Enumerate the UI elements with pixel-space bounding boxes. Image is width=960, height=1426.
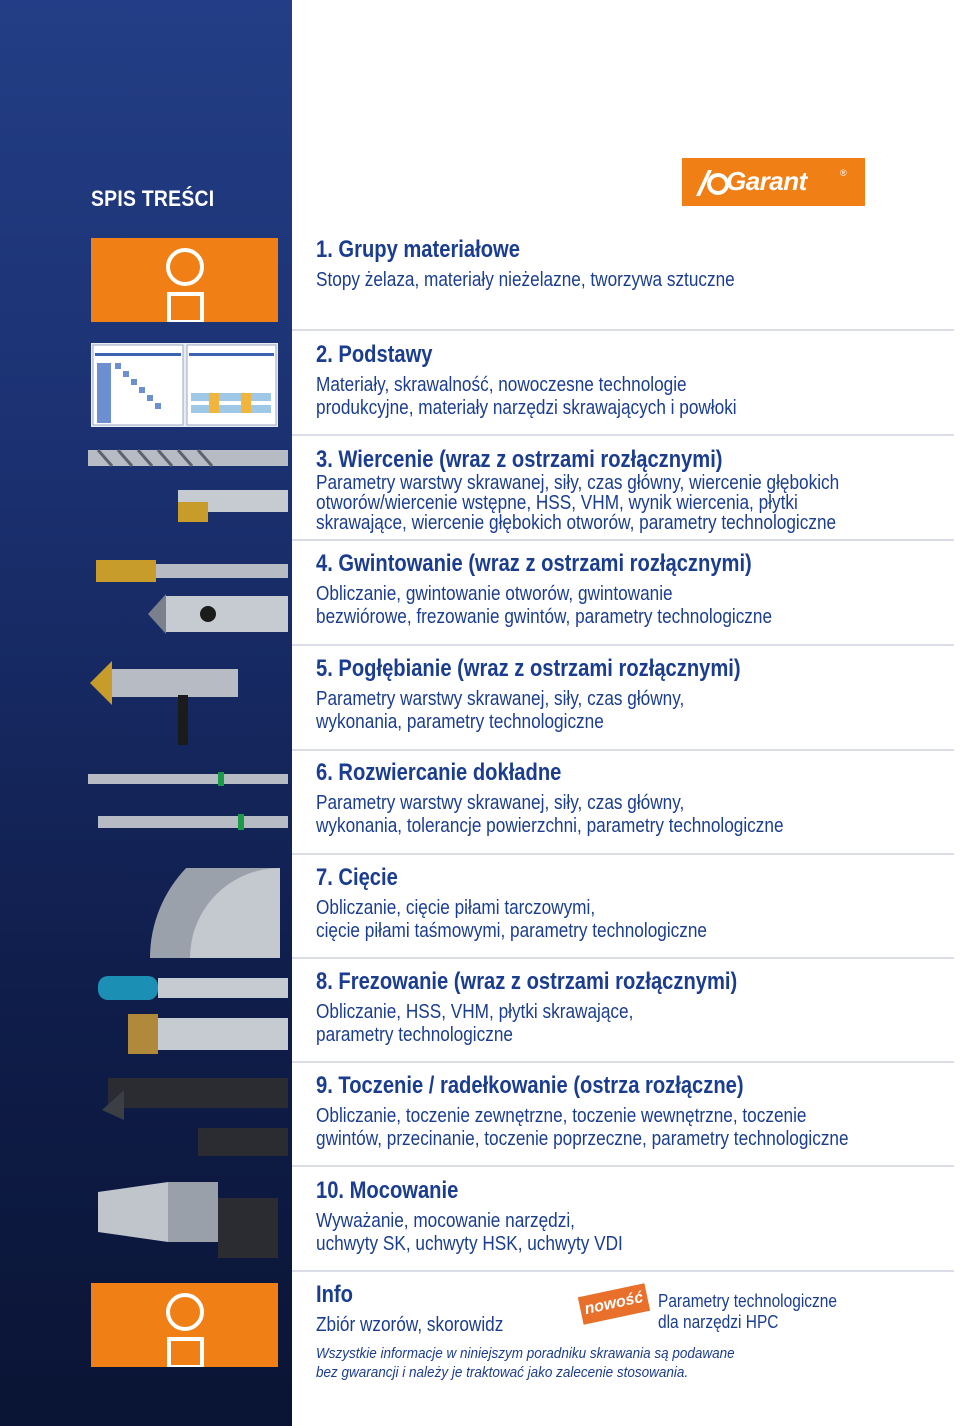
turning-tool-image — [88, 1070, 288, 1170]
toc-entry-drilling[interactable] — [316, 446, 916, 533]
drill-image — [88, 440, 288, 540]
description-line: Obliczanie, toczenie zewnętrzne, toczenie wewnętrzne, toczenie — [316, 1105, 807, 1127]
material-groups-icon — [91, 238, 278, 322]
toc-entry-title: 10. Mocowanie — [316, 1177, 459, 1204]
toc-entry-title: 9. Toczenie / radełkowanie (ostrza rozłączne) — [316, 1072, 744, 1099]
toc-entry-turning[interactable] — [316, 1072, 916, 1151]
description-line: Materiały, skrawalność, nowoczesne technologie — [316, 374, 687, 396]
description-line: Parametry warstwy skrawanej, siły, czas główny, — [316, 792, 685, 814]
toc-entry-basics[interactable] — [316, 341, 916, 420]
description-line: gwintów, przecinanie, toczenie poprzeczne, parametry technologiczne — [316, 1128, 849, 1150]
badge-note-line: Parametry technologiczne — [658, 1291, 837, 1311]
toc-entry-description — [316, 269, 832, 292]
badge-note — [658, 1291, 837, 1333]
reamer-image — [88, 762, 288, 842]
toc-entry-description: Zbiór wzorów, skorowidz — [316, 1314, 504, 1336]
toc-entry-title: 2. Podstawy — [316, 341, 433, 368]
description-line: Parametry warstwy skrawanej, siły, czas główny, wiercenie głębokich — [316, 472, 840, 494]
toc-entry-title: Info — [316, 1281, 353, 1308]
toc-entry-threading[interactable] — [316, 550, 916, 629]
toc-entry-description — [316, 688, 832, 734]
toc-entry-sawing[interactable] — [316, 864, 916, 943]
toc-entry-material-groups[interactable] — [316, 236, 916, 292]
toc-entry-milling[interactable] — [316, 968, 916, 1047]
description-line: skrawające, wiercenie głębokich otworów, parametry technologiczne — [316, 512, 837, 534]
tap-image — [88, 550, 288, 640]
disclaimer-note — [316, 1344, 735, 1382]
toc-entry-title: 5. Pogłębianie (wraz z ostrzami rozłącznymi) — [316, 655, 741, 682]
logo-registered-mark: ® — [840, 168, 847, 178]
badge-note-line: dla narzędzi HPC — [658, 1312, 779, 1332]
description-line: Parametry warstwy skrawanej, siły, czas główny, — [316, 688, 685, 710]
toc-entry-title: 6. Rozwiercanie dokładne — [316, 759, 562, 786]
description-line: otworów/wiercenie wstępne, HSS, VHM, wynik wiercenia, płytki — [316, 492, 798, 514]
description-line: parametry technologiczne — [316, 1024, 513, 1046]
description-line: Stopy żelaza, materiały nieżelazne, tworzywa sztuczne — [316, 269, 735, 291]
description-line: wykonania, parametry technologiczne — [316, 711, 604, 733]
toc-entry-title: 4. Gwintowanie (wraz z ostrzami rozłącznymi) — [316, 550, 752, 577]
description-line: uchwyty SK, uchwyty HSK, uchwyty VDI — [316, 1233, 623, 1255]
logo-text: Garant — [726, 166, 807, 196]
divider — [292, 644, 954, 646]
toc-entry-description — [316, 1210, 832, 1256]
basics-table-thumbnail — [91, 343, 278, 427]
divider — [292, 853, 954, 855]
tool-holder-image — [88, 1172, 288, 1272]
toc-entry-title: 3. Wiercenie (wraz z ostrzami rozłącznymi) — [316, 446, 723, 473]
material-groups-tile[interactable] — [91, 238, 278, 322]
toc-entry-description — [316, 472, 840, 534]
page-title: SPIS TREŚCI — [91, 186, 215, 211]
divider — [292, 957, 954, 959]
description-line: wykonania, tolerancje powierzchni, parametry technologiczne — [316, 815, 784, 837]
toc-entry-description — [316, 897, 832, 943]
divider — [292, 1270, 954, 1272]
toc-entry-description — [316, 792, 832, 838]
toc-entry-countersinking[interactable] — [316, 655, 916, 734]
divider — [292, 539, 954, 541]
basics-tile[interactable] — [91, 343, 278, 427]
toc-entry-description — [316, 583, 832, 629]
description-line: Obliczanie, gwintowanie otworów, gwintowanie — [316, 583, 673, 605]
toc-entry-description — [316, 374, 832, 420]
milling-cutter-image — [88, 970, 288, 1060]
description-line: produkcyjne, materiały narzędzi skrawających i powłoki — [316, 397, 737, 419]
toc-entry-description — [316, 1105, 849, 1151]
toc-entry-title: 1. Grupy materiałowe — [316, 236, 520, 263]
divider — [292, 1165, 954, 1167]
toc-entry-description — [316, 1001, 832, 1047]
toc-entry-reaming[interactable] — [316, 759, 916, 838]
description-line: Obliczanie, cięcie piłami tarczowymi, — [316, 897, 596, 919]
divider — [292, 749, 954, 751]
new-badge: nowość — [578, 1283, 650, 1325]
toc-entry-clamping[interactable] — [316, 1177, 916, 1256]
info-tile[interactable] — [91, 1283, 278, 1367]
toc-entry-title: 8. Frezowanie (wraz z ostrzami rozłącznymi) — [316, 968, 738, 995]
saw-blade-image — [130, 868, 280, 958]
garant-logo — [682, 158, 865, 206]
countersink-image — [88, 655, 288, 745]
divider — [292, 434, 954, 436]
disclaimer-line: bez gwarancji i należy je traktować jako zalecenie stosowania. — [316, 1364, 689, 1381]
divider — [292, 329, 954, 331]
description-line: cięcie piłami taśmowymi, parametry technologiczne — [316, 920, 707, 942]
info-icon — [91, 1283, 278, 1367]
description-line: Wyważanie, mocowanie narzędzi, — [316, 1210, 575, 1232]
description-line: Obliczanie, HSS, VHM, płytki skrawające, — [316, 1001, 634, 1023]
divider — [292, 1061, 954, 1063]
disclaimer-line: Wszystkie informacje w niniejszym poradniku skrawania są podawane — [316, 1345, 735, 1362]
description-line: bezwiórowe, frezowanie gwintów, parametry technologiczne — [316, 606, 773, 628]
toc-entry-title: 7. Cięcie — [316, 864, 398, 891]
